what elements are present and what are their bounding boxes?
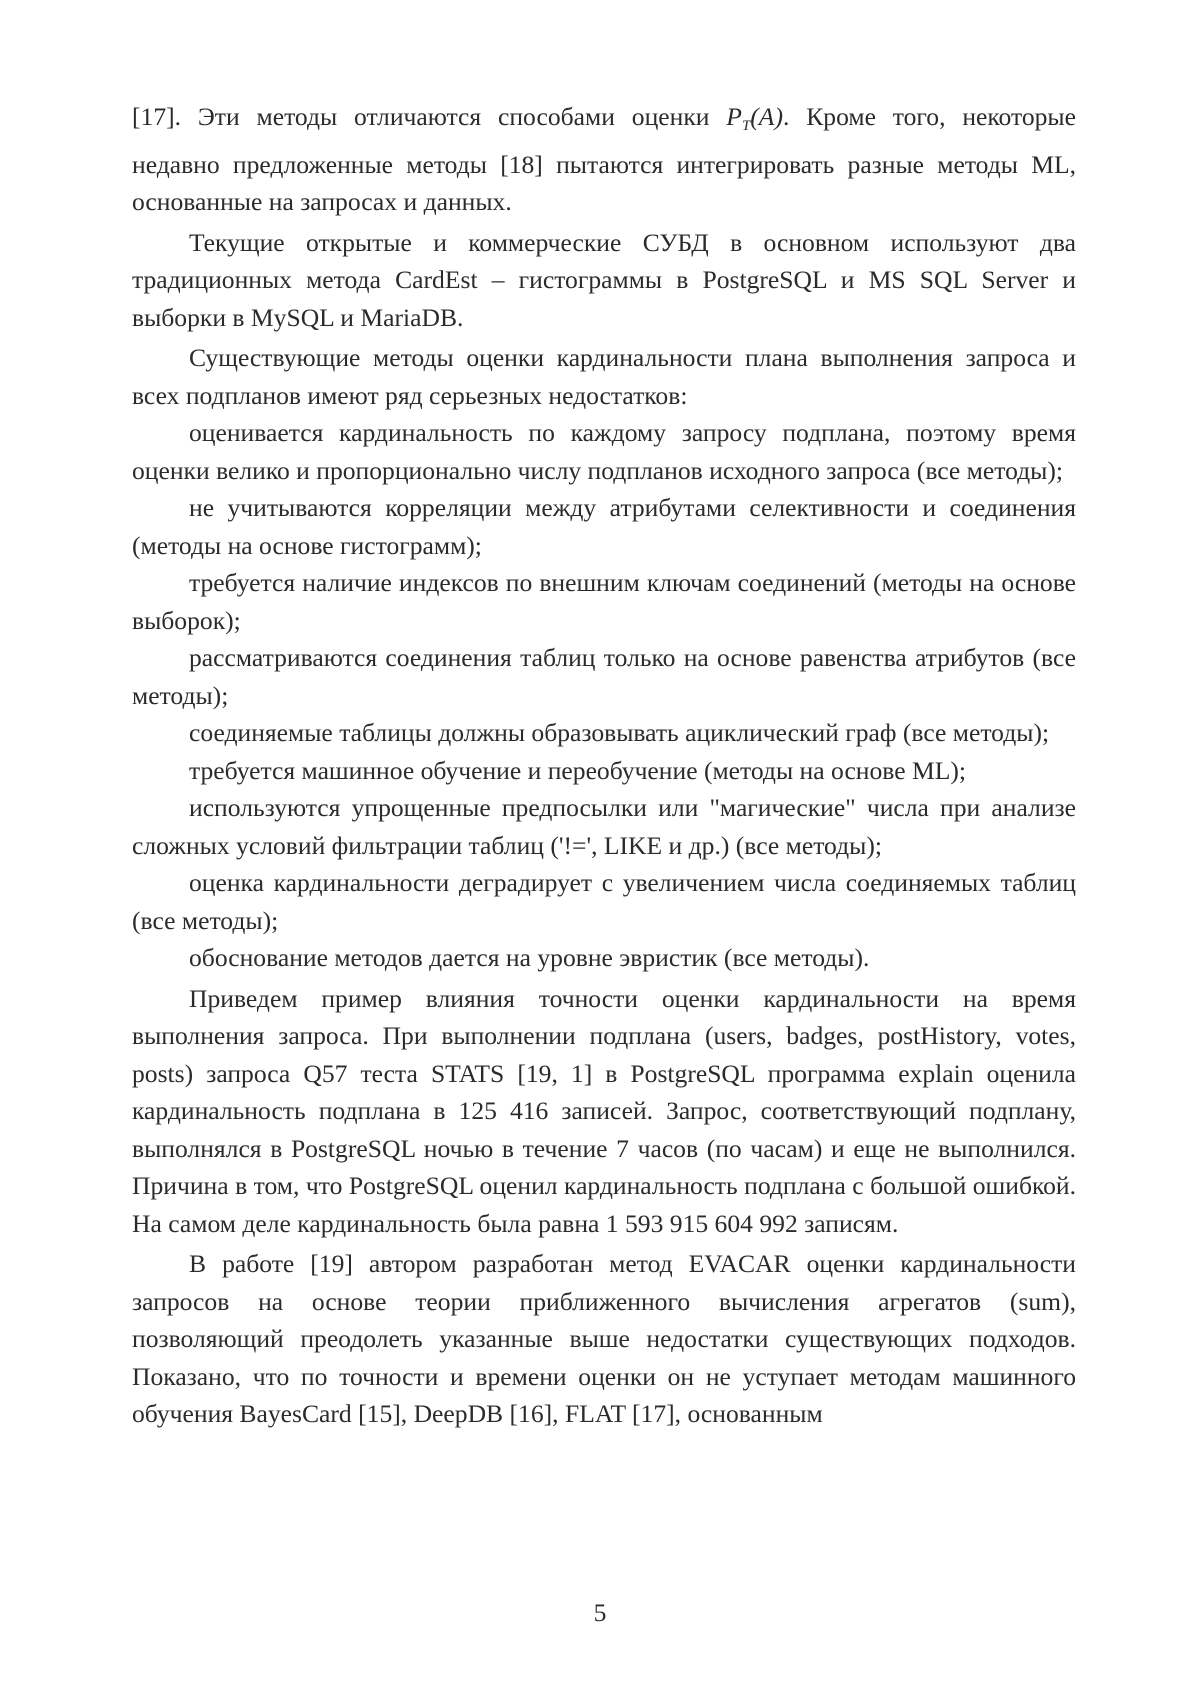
paragraph-intro: [17]. Эти методы отличаются способами оценки PT(A). Кроме того, некоторые недавно предложенные методы [18] пытаются интегрировать разные методы ML, основанные на запросах и данных. — [132, 98, 1076, 221]
list-item: не учитываются корреляции между атрибутами селективности и соединения (методы на основе гистограмм); — [132, 489, 1076, 564]
list-item: используются упрощенные предпосылки или "магические" числа при анализе сложных условий фильтрации таблиц ('!=', LIKE и др.) (все методы); — [132, 789, 1076, 864]
list-item: требуется машинное обучение и переобучение (методы на основе ML); — [132, 752, 1076, 790]
page-number: 5 — [0, 1598, 1200, 1628]
document-body — [132, 98, 1076, 1433]
list-item: требуется наличие индексов по внешним ключам соединений (методы на основе выборок); — [132, 564, 1076, 639]
list-item: рассматриваются соединения таблиц только на основе равенства атрибутов (все методы); — [132, 639, 1076, 714]
list-item: обоснование методов дается на уровне эвристик (все методы). — [132, 939, 1076, 977]
paragraph-evacar: В работе [19] автором разработан метод EVACAR оценки кардинальности запросов на основе теории приближенного вычисления агрегатов (sum), позволяющий преодолеть указанные выше недостатки существующих подходов. Показано, что по точности и времени оценки он не уступает методам машинного обучения BayesCard [15], DeepDB [16], FLAT [17], основанным — [132, 1245, 1076, 1433]
paragraph-drawbacks: Существующие методы оценки кардинальности плана выполнения запроса и всех подпланов имеют ряд серьезных недостатков: — [132, 339, 1076, 414]
list-item: оценка кардинальности деградирует с увеличением числа соединяемых таблиц (все методы); — [132, 864, 1076, 939]
list-item: соединяемые таблицы должны образовывать ациклический граф (все методы); — [132, 714, 1076, 752]
paragraph-dbms: Текущие открытые и коммерческие СУБД в основном используют два традиционных метода CardEst – гистограммы в PostgreSQL и MS SQL Server и выборки в MySQL и MariaDB. — [132, 224, 1076, 337]
paragraph-example: Приведем пример влияния точности оценки кардинальности на время выполнения запроса. При выполнении подплана (users, badges, postHistory, votes, posts) запроса Q57 теста STATS [19, 1] в PostgreSQL программа explain оценила кардинальность подплана в 125 416 записей. Запрос, соответствующий подплану, выполнялся в PostgreSQL ночью в течение 7 часов (по часам) и еще не выполнился. Причина в том, что PostgreSQL оценил кардинальность подплана с большой ошибкой. На самом деле кардинальность была равна 1 593 915 604 992 записям. — [132, 980, 1076, 1243]
list-item: оценивается кардинальность по каждому запросу подплана, поэтому время оценки велико и пропорционально числу подпланов исходного запроса (все методы); — [132, 414, 1076, 489]
